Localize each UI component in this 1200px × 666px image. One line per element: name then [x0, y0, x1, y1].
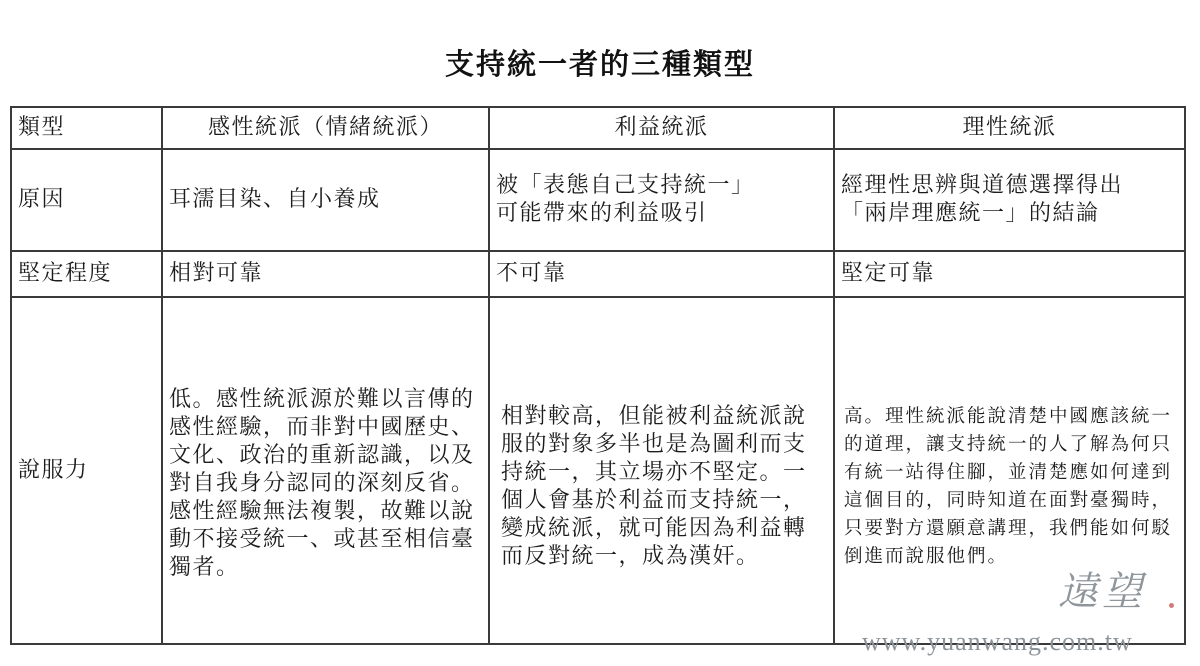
cell-persuasiveness-rational: 高。理性統派能說清楚中國應該統一的道理，讓支持統一的人了解為何只有統一站得住腳，並清楚應如何達到這個目的，同時知道在面對臺獨時，只要對方還願意講理，我們能如何駁倒進而說服他們。 — [834, 297, 1185, 644]
watermark-logo: 遠望 — [1058, 569, 1146, 615]
cell-cause-interest — [489, 149, 834, 251]
row-label-type: 類型 — [11, 107, 162, 149]
watermark-url: www.yuanwang.com.tw — [862, 627, 1133, 656]
comparison-table — [10, 106, 1186, 645]
table-row-persuasiveness — [11, 297, 1185, 644]
page-title: 支持統一者的三種類型 — [444, 47, 755, 81]
cell-firmness-rational: 堅定可靠 — [834, 251, 1185, 297]
table-header-row — [11, 107, 1185, 149]
column-header-interest: 利益統派 — [489, 107, 834, 149]
cell-persuasiveness-emotional: 低。感性統派源於難以言傳的感性經驗，而非對中國歷史、文化、政治的重新認識，以及對自我身分認同的深刻反省。感性經驗無法複製，故難以說動不接受統一、或甚至相信臺獨者。 — [162, 297, 489, 644]
cell-firmness-interest: 不可靠 — [489, 251, 834, 297]
cell-line: 經理性思辨與道德選擇得出 — [841, 173, 1124, 198]
table-row-cause — [11, 149, 1185, 251]
cell-persuasiveness-interest: 相對較高，但能被利益統派說服的對象多半也是為圖利而支持統一，其立場亦不堅定。一個人會基於利益而支持統一，變成統派，就可能因為利益轉而反對統一，成為漢奸。 — [489, 297, 834, 644]
cell-line: 被「表態自己支持統一」 — [496, 173, 755, 198]
cell-cause-emotional: 耳濡目染、自小養成 — [162, 149, 489, 251]
cell-firmness-emotional: 相對可靠 — [162, 251, 489, 297]
column-header-emotional: 感性統派（情緒統派） — [162, 107, 489, 149]
watermark-seal-icon — [1169, 603, 1174, 608]
row-label-persuasiveness: 說服力 — [11, 297, 162, 644]
cell-cause-rational — [834, 149, 1185, 251]
cell-line: 「兩岸理應統一」的結論 — [841, 201, 1100, 226]
table-row-firmness — [11, 251, 1185, 297]
cell-line: 可能帶來的利益吸引 — [496, 201, 708, 226]
row-label-firmness: 堅定程度 — [11, 251, 162, 297]
row-label-cause: 原因 — [11, 149, 162, 251]
column-header-rational: 理性統派 — [834, 107, 1185, 149]
